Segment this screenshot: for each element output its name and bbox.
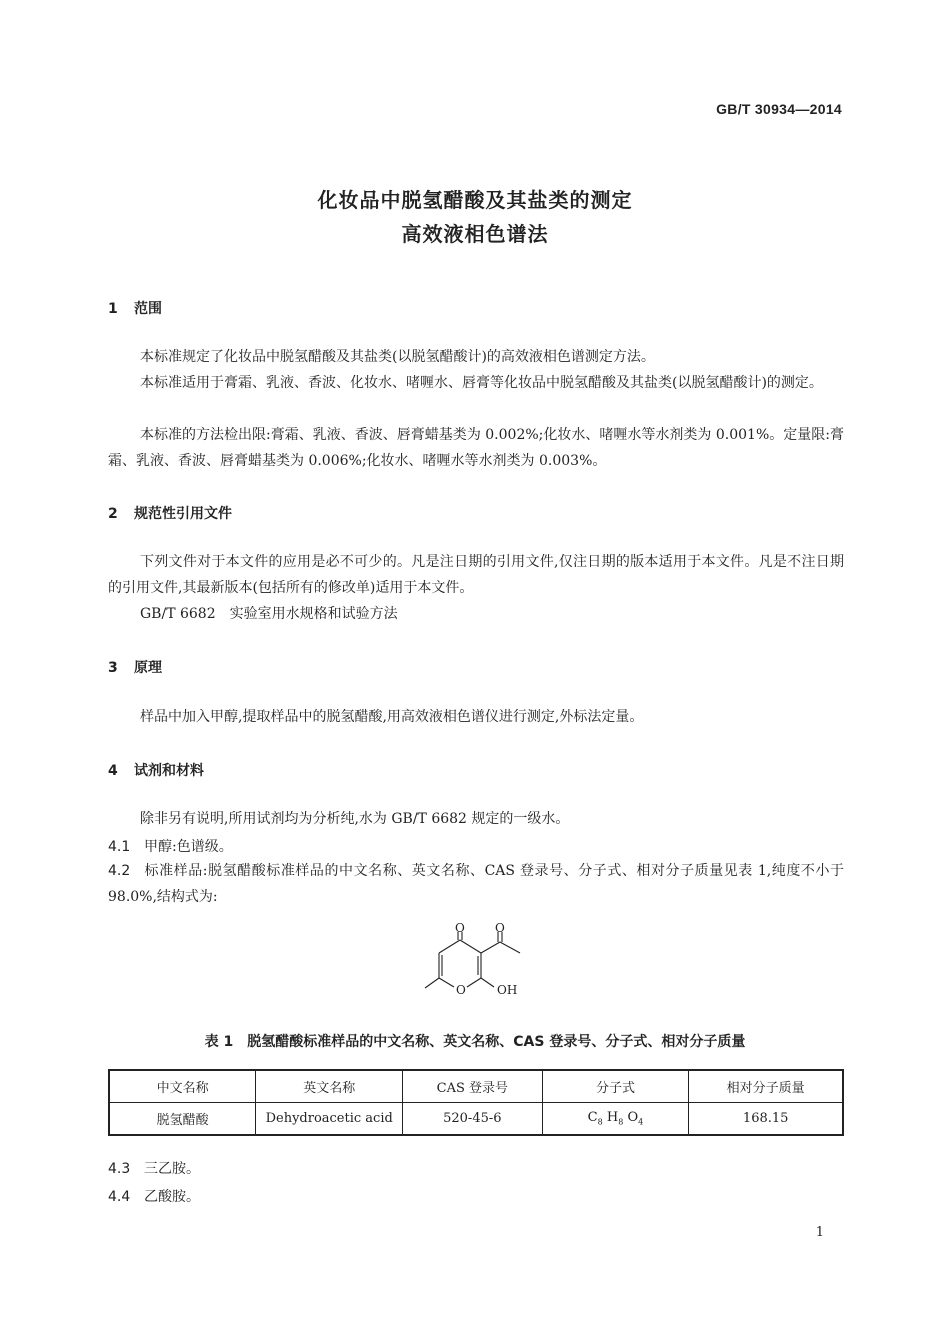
formula-element: H — [606, 1110, 619, 1126]
clause-4-2 — [108, 858, 844, 910]
section-title: 试剂和材料 — [134, 763, 204, 779]
table-header-cell: 相对分子质量 — [689, 1070, 843, 1103]
clause-number: 4.1 — [108, 839, 131, 855]
formula-subscript: 4 — [638, 1117, 644, 1127]
bond — [425, 978, 439, 988]
formula-subscript: 8 — [597, 1117, 603, 1127]
document-title: 化妆品中脱氢醋酸及其盐类的测定 — [317, 188, 633, 212]
table-header-cell: CAS 登录号 — [403, 1070, 542, 1103]
bond — [481, 942, 500, 953]
paragraph: 下列文件对于本文件的应用是必不可少的。凡是注日期的引用文件,仅注日期的版本适用于本文件。凡是不注日期的引用文件,其最新版本(包括所有的修改单)适用于本文件。 — [108, 554, 844, 596]
page-number: 1 — [815, 1225, 824, 1240]
clause-4-3 — [108, 1158, 200, 1178]
bond — [439, 978, 454, 987]
table-cell-formula — [542, 1103, 689, 1136]
oxygen-label: O — [495, 921, 505, 935]
table-header-cell: 英文名称 — [256, 1070, 403, 1103]
table-header-cell: 分子式 — [542, 1070, 689, 1103]
table-header-row — [109, 1070, 843, 1103]
section-title: 原理 — [134, 660, 162, 676]
section-title: 范围 — [134, 301, 162, 317]
oxygen-label: O — [456, 983, 466, 997]
clause-text: 甲醇:色谱级。 — [144, 839, 233, 855]
clause-number: 4.4 — [108, 1189, 131, 1205]
section-heading-3 — [108, 657, 162, 677]
bond — [481, 978, 494, 987]
table-cell: 168.15 — [689, 1103, 843, 1136]
paragraph: 样品中加入甲醇,提取样品中的脱氢醋酸,用高效液相色谱仪进行测定,外标法定量。 — [140, 709, 644, 725]
table-cell: 脱氢醋酸 — [109, 1103, 256, 1136]
clause-number: 4.3 — [108, 1161, 131, 1177]
structural-formula — [412, 920, 542, 1010]
clause-text: 标准样品:脱氢醋酸标准样品的中文名称、英文名称、CAS 登录号、分子式、相对分子质量见表 1,纯度不小于 98.0%,结构式为: — [108, 863, 844, 905]
hydroxyl-label: OH — [497, 983, 518, 997]
clause-4-4 — [108, 1186, 200, 1206]
formula-element: O — [627, 1110, 639, 1126]
document-subtitle: 高效液相色谱法 — [401, 222, 549, 246]
section-title: 规范性引用文件 — [134, 506, 232, 522]
table-header-cell: 中文名称 — [109, 1070, 256, 1103]
formula-element: C — [587, 1110, 598, 1126]
clause-text: 乙酸胺。 — [144, 1189, 200, 1205]
section-number: 3 — [108, 660, 118, 676]
normative-reference: GB/T 6682 实验室用水规格和试验方法 — [140, 606, 398, 622]
formula-subscript: 8 — [618, 1117, 624, 1127]
bond — [500, 942, 520, 953]
section-number: 1 — [108, 301, 118, 317]
oxygen-label: O — [455, 921, 465, 935]
standard-number: GB/T 30934—2014 — [716, 101, 842, 117]
paragraph: 本标准规定了化妆品中脱氢醋酸及其盐类(以脱氢醋酸计)的高效液相色谱测定方法。 — [140, 349, 655, 365]
molecule-bonds — [425, 932, 520, 988]
bond — [467, 978, 481, 987]
table-row — [109, 1103, 843, 1136]
section-number: 2 — [108, 506, 118, 522]
clause-number: 4.2 — [108, 863, 131, 879]
section-heading-2 — [108, 503, 232, 523]
clause-text: 三乙胺。 — [144, 1161, 200, 1177]
section-heading-4 — [108, 760, 204, 780]
clause-4-1 — [108, 836, 233, 856]
bond — [439, 940, 460, 953]
table-caption: 表 1 脱氢醋酸标准样品的中文名称、英文名称、CAS 登录号、分子式、相对分子质量 — [204, 1034, 746, 1050]
section-heading-1 — [108, 298, 162, 318]
table-cell: 520-45-6 — [403, 1103, 542, 1136]
paragraph: 除非另有说明,所用试剂均为分析纯,水为 GB/T 6682 规定的一级水。 — [140, 811, 570, 827]
paragraph: 本标准的方法检出限:膏霜、乳液、香波、唇膏蜡基类为 0.002%;化妆水、啫喱水等水剂类为 0.001%。定量限:膏霜、乳液、香波、唇膏蜡基类为 0.006%;化妆水、啫喱水等水剂类为 0.003%。 — [108, 427, 844, 469]
table-cell: Dehydroacetic acid — [256, 1103, 403, 1136]
paragraph: 本标准适用于膏霜、乳液、香波、化妆水、啫喱水、唇膏等化妆品中脱氢醋酸及其盐类(以脱氢醋酸计)的测定。 — [140, 375, 823, 391]
bond — [460, 940, 481, 953]
section-number: 4 — [108, 763, 118, 779]
data-table — [108, 1069, 844, 1136]
